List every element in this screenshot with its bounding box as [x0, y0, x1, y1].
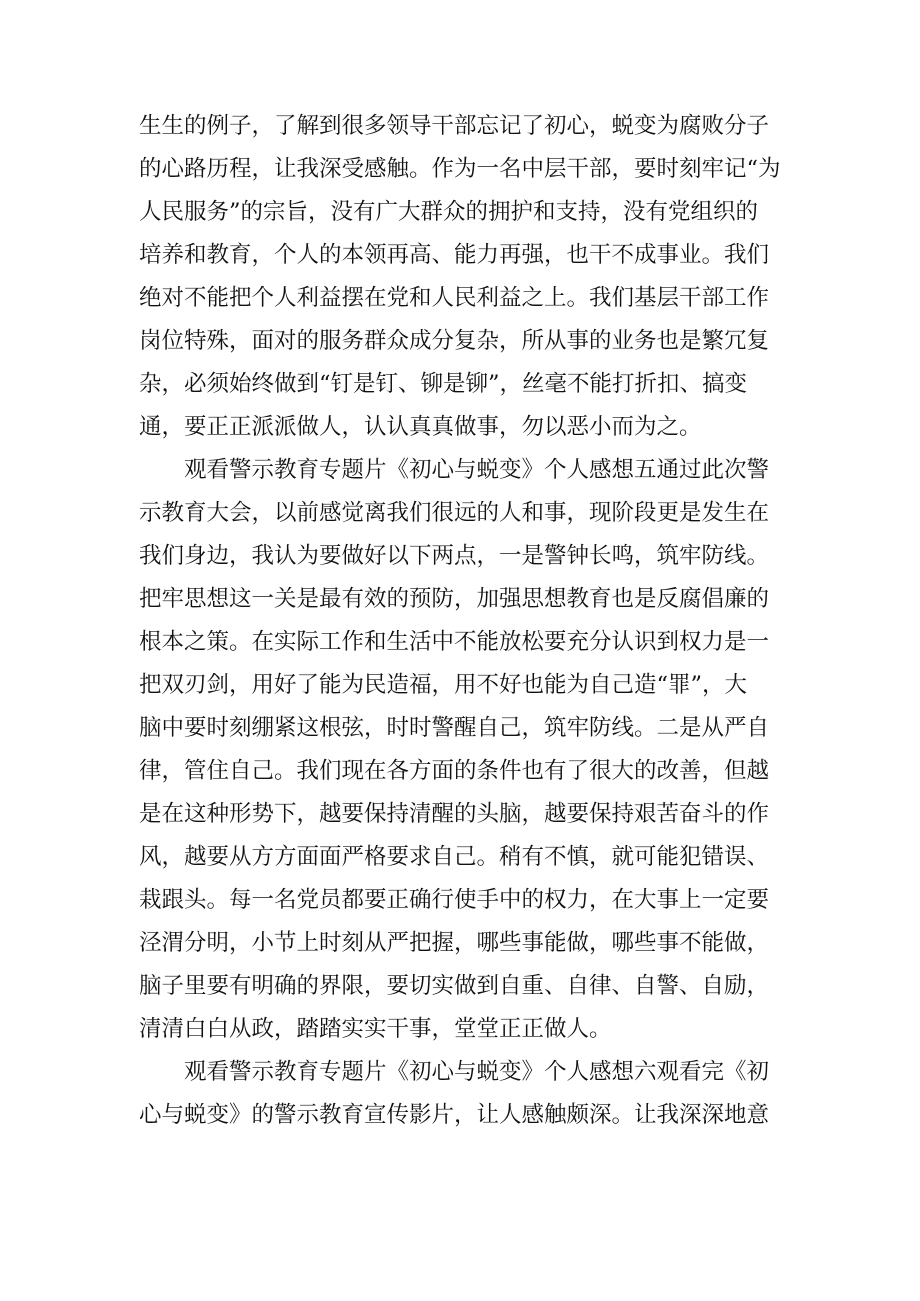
text-line: 培养和教育，个人的本领再高、能力再强，也干不成事业。我们: [139, 242, 770, 268]
text-line: 律，管住自己。我们现在各方面的条件也有了很大的改善，但越: [139, 758, 770, 784]
text-line: 是在这种形势下，越要保持清醒的头脑，越要保持艰苦奋斗的作: [139, 801, 770, 827]
text-line: 清清白白从政，踏踏实实干事，堂堂正正做人。: [139, 1016, 612, 1042]
text-line: 心与蜕变》的警示教育宣传影片，让人感触颇深。让我深深地意: [139, 1102, 770, 1128]
text-line: 把牢思想这一关是最有效的预防，加强思想教育也是反腐倡廉的: [139, 586, 770, 612]
text-line: 的心路历程，让我深受感触。作为一名中层干部，要时刻牢记“为: [139, 156, 781, 182]
text-line: 泾渭分明，小节上时刻从严把握，哪些事能做，哪些事不能做，: [139, 930, 770, 956]
text-line: 岗位特殊，面对的服务群众成分复杂，所从事的业务也是繁冗复: [139, 328, 770, 354]
text-line: 通，要正正派派做人，认认真真做事，勿以恶小而为之。: [139, 414, 702, 440]
text-line: 栽跟头。每一名党员都要正确行使手中的权力，在大事上一定要: [139, 887, 770, 913]
text-line: 脑中要时刻绷紧这根弦，时时警醒自己，筑牢防线。二是从严自: [139, 715, 770, 741]
text-line: 脑子里要有明确的界限，要切实做到自重、自律、自警、自励，: [139, 973, 770, 999]
text-line: 风，越要从方方面面严格要求自己。稍有不慎，就可能犯错误、: [139, 844, 770, 870]
text-line: 生生的例子，了解到很多领导干部忘记了初心，蜕变为腐败分子: [139, 113, 770, 139]
text-line: 杂，必须始终做到“钉是钉、铆是铆”，丝毫不能打折扣、搞变: [139, 371, 748, 397]
body-text: [139, 105, 799, 1137]
text-line: 把双刃剑，用好了能为民造福，用不好也能为自己造“罪”，大: [139, 672, 748, 698]
text-line: 人民服务”的宗旨，没有广大群众的拥护和支持，没有党组织的: [139, 199, 759, 225]
paragraph-start-line: 观看警示教育专题片《初心与蜕变》个人感想六观看完《初: [184, 1059, 770, 1085]
text-line: 根本之策。在实际工作和生活中不能放松要充分认识到权力是一: [139, 629, 770, 655]
text-line: 绝对不能把个人利益摆在党和人民利益之上。我们基层干部工作: [139, 285, 770, 311]
text-line: 我们身边，我认为要做好以下两点，一是警钟长鸣，筑牢防线。: [139, 543, 770, 569]
text-line: 示教育大会，以前感觉离我们很远的人和事，现阶段更是发生在: [139, 500, 770, 526]
paragraph-start-line: 观看警示教育专题片《初心与蜕变》个人感想五通过此次警: [184, 457, 770, 483]
